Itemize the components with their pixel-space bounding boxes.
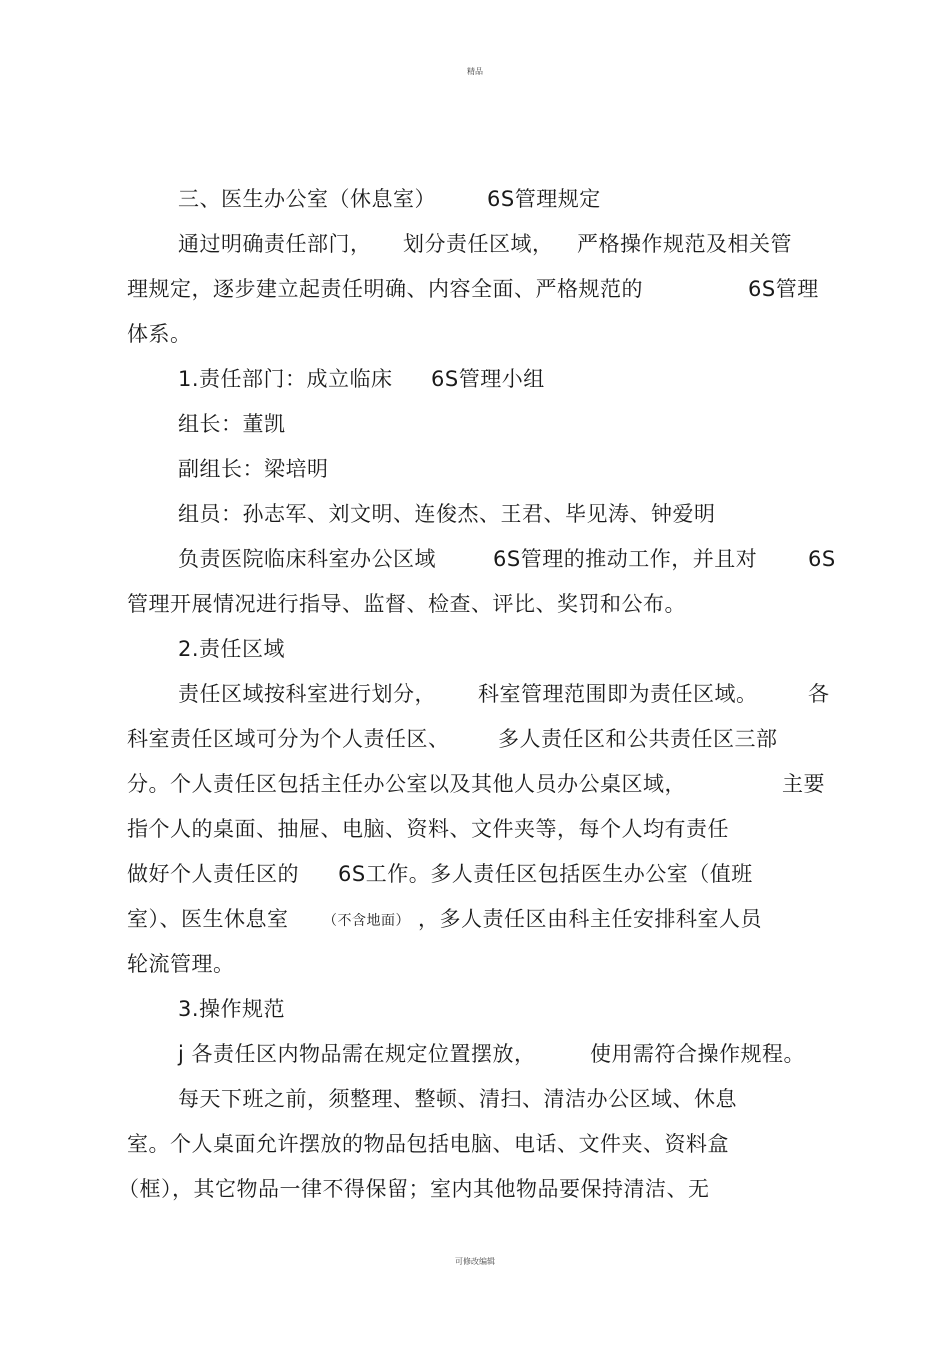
subsection-heading-suffix: 6S管理小组	[431, 367, 545, 391]
leader-line: 组长：董凯	[178, 412, 286, 436]
paragraph-text: 每天下班之前，须整理、整顿、清扫、清洁办公区域、休息	[178, 1087, 737, 1111]
paragraph-text: 负责医院临床科室办公区域	[178, 547, 436, 571]
paragraph-text: 6S工作。多人责任区包括医生办公室（值班	[338, 862, 753, 886]
paragraph-text: 6S	[808, 547, 836, 571]
paragraph-text: 室）、医生休息室	[127, 907, 289, 931]
paragraph-text: 各	[808, 682, 830, 706]
paragraph-text: 使用需符合操作规程。	[590, 1042, 805, 1066]
paragraph-text: 责任区域按科室进行划分，	[178, 682, 436, 706]
paragraph-text: 轮流管理。	[127, 952, 235, 976]
paragraph-text: 分。个人责任区包括主任办公室以及其他人员办公桌区域，	[127, 772, 686, 796]
paragraph-text: 指个人的桌面、抽屉、电脑、资料、文件夹等，每个人均有责任	[127, 817, 729, 841]
paragraph-note: （不含地面）	[323, 913, 410, 929]
paragraph-text: 主要	[782, 772, 825, 796]
members-line: 组员：孙志军、刘文明、连俊杰、王君、毕见涛、钟爱明	[178, 502, 716, 526]
paragraph-text: （框），其它物品一律不得保留；室内其他物品要保持清洁、无	[118, 1177, 710, 1201]
deputy-leader-line: 副组长：梁培明	[178, 457, 329, 481]
subsection-heading: 3.操作规范	[178, 997, 286, 1021]
subsection-heading: 1.责任部门：成立临床	[178, 367, 393, 391]
page-header-mark: 精品	[467, 67, 483, 76]
paragraph-text: 管理开展情况进行指导、监督、检查、评比、奖罚和公布。	[127, 592, 686, 616]
paragraph-text: ，多人责任区由科主任安排科室人员	[418, 907, 762, 931]
paragraph-text: 6S管理的推动工作，并且对	[493, 547, 758, 571]
paragraph-text: 做好个人责任区的	[127, 862, 299, 886]
paragraph-text: 科室管理范围即为责任区域。	[478, 682, 758, 706]
paragraph-text: 通过明确责任部门，	[178, 232, 372, 256]
paragraph-text: 划分责任区域，	[403, 232, 554, 256]
paragraph-text: 科室责任区域可分为个人责任区、	[127, 727, 450, 751]
section-title: 三、医生办公室（休息室）	[178, 187, 436, 211]
paragraph-text: 体系。	[127, 322, 192, 346]
paragraph-text: 6S管理	[748, 277, 819, 301]
paragraph-text: 室。个人桌面允许摆放的物品包括电脑、电话、文件夹、资料盒	[127, 1132, 729, 1156]
paragraph-text: 多人责任区和公共责任区三部	[498, 727, 778, 751]
subsection-heading: 2.责任区域	[178, 637, 286, 661]
paragraph-text: 理规定，逐步建立起责任明确、内容全面、严格规范的	[127, 277, 643, 301]
section-title-suffix: 6S管理规定	[487, 187, 601, 211]
paragraph-text: j 各责任区内物品需在规定位置摆放，	[178, 1042, 536, 1066]
paragraph-text: 严格操作规范及相关管	[577, 232, 792, 256]
page-footer-mark: 可修改编辑	[455, 1257, 495, 1266]
